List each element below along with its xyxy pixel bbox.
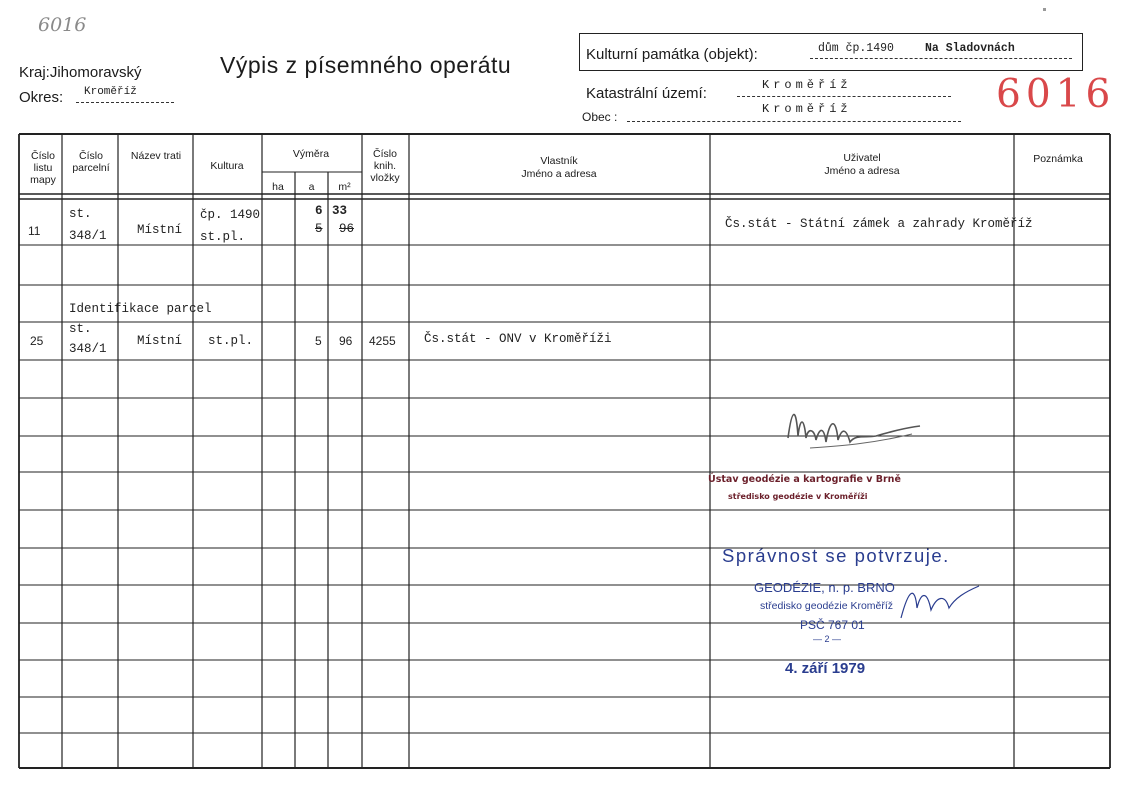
identifikace-parcel-label: Identifikace parcel [69, 302, 212, 316]
kp-value: dům čp.1490 [818, 42, 894, 55]
row1-trat: Místní [137, 223, 183, 237]
row2-vlastnik: Čs.stát - ONV v Kroměříži [424, 332, 612, 346]
document-title: Výpis z písemného operátu [220, 52, 512, 78]
handwritten-signature [780, 398, 930, 458]
row1-parcel-prefix: st. [69, 207, 92, 221]
obec-label: Obec : [582, 110, 618, 124]
row1-parcel-number: 348/1 [69, 229, 107, 243]
ku-label: Katastrální území: [586, 85, 707, 102]
stamp-date: 4. září 1979 [785, 660, 866, 677]
row2-listu: 25 [30, 334, 44, 348]
stamp-spravnost: Správnost se potvrzuje. [722, 545, 950, 566]
corner-handwritten-number: 6016 [38, 14, 87, 36]
row2-parcel-number: 348/1 [69, 342, 107, 356]
kraj-value: Jihomoravský [49, 64, 142, 81]
header-cislo-listu: Číslo listu mapy [30, 150, 56, 186]
stamp-signature [895, 578, 985, 628]
row1-m2-corrected: 33 [332, 204, 348, 218]
header-uzivatel: Uživatel [843, 152, 881, 164]
header-vlastnik-sub: Jméno a adresa [521, 168, 597, 180]
obec-value: Kroměříž [762, 102, 852, 116]
row2-m2: 96 [339, 334, 353, 348]
header-vymera: Výměra [292, 148, 330, 160]
red-inventory-number: 6016 [996, 72, 1116, 117]
header-poznamka: Poznámka [1033, 153, 1083, 165]
row2-parcel-prefix: st. [69, 322, 92, 336]
stamp-psc: PSČ 767 01 [800, 618, 865, 632]
header-vlastnik: Vlastník [540, 155, 578, 167]
row2-trat: Místní [137, 334, 183, 348]
stamp-stredisko: středisko geodézie Kroměříž [760, 600, 894, 612]
row1-listu: 11 [28, 224, 41, 238]
stamp-geodezie: GEODÉZIE, n. p. BRNO [754, 580, 895, 595]
header-a: a [308, 181, 315, 193]
kraj-label: Kraj: [19, 64, 50, 81]
okres-label: Okres: [19, 89, 64, 106]
kp-label: Kulturní památka (objekt): [586, 46, 758, 63]
ku-value: Kroměříž [762, 78, 852, 92]
row2-a: 5 [315, 334, 322, 348]
header-cislo-knih-vlozky: Číslo knih. vložky [370, 148, 400, 184]
row2-kultura: st.pl. [208, 334, 254, 348]
row1-a-struck: 5 [315, 222, 323, 236]
okres-value: Kroměříž [84, 86, 137, 98]
header-m2: m² [338, 181, 351, 193]
row1-uzivatel: Čs.stát - Státní zámek a zahrady Kroměříž [725, 217, 1033, 231]
row1-kultura-cp: čp. 1490 [200, 208, 261, 222]
row1-kultura-stpl: st.pl. [200, 230, 246, 244]
header-uzivatel-sub: Jméno a adresa [824, 165, 900, 177]
row2-knih-vlozka: 4255 [369, 334, 396, 348]
stamp-ustav-line2: středisko geodézie v Kroměříži [728, 492, 868, 501]
stamp-page-number: — 2 — [813, 634, 842, 644]
header-ha: ha [272, 181, 284, 193]
kp-value-street: Na Sladovnách [925, 42, 1015, 55]
header-nazev-trati: Název trati [130, 150, 182, 162]
row1-m2-struck: 96 [339, 222, 355, 236]
stamp-ustav-line1: Ústav geodézie a kartografie v Brně [708, 474, 901, 485]
row1-a-corrected: 6 [315, 204, 323, 218]
header-kultura: Kultura [210, 160, 244, 172]
header-cislo-parcelni: Číslo parcelní [72, 150, 110, 174]
